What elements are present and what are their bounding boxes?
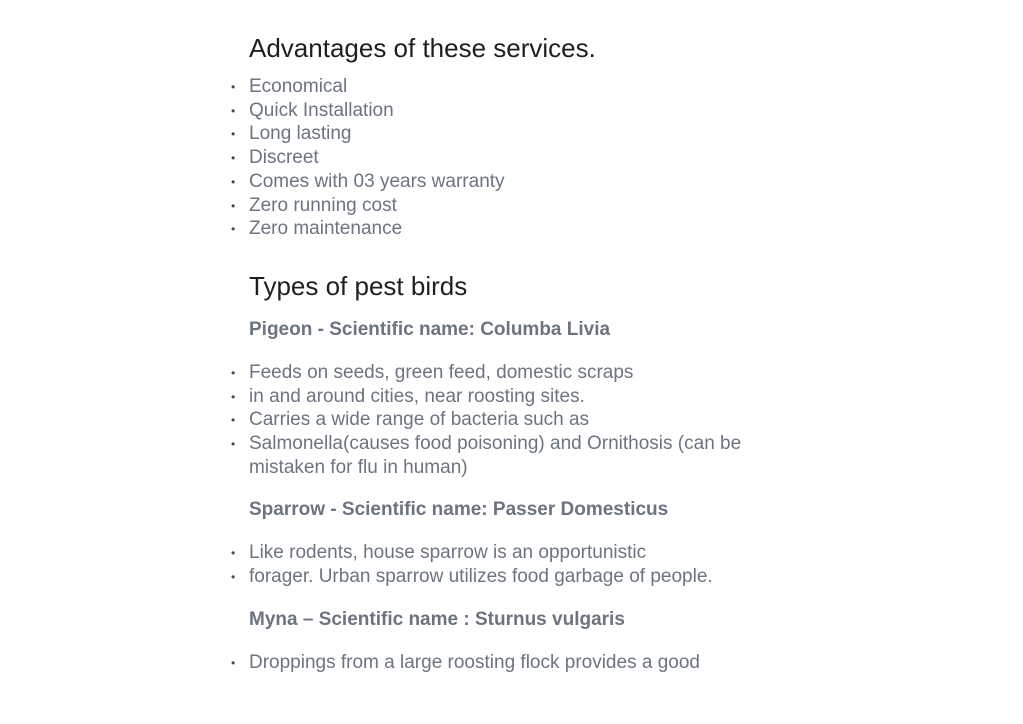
bullet-icon: • (231, 103, 236, 118)
list-item (231, 565, 809, 589)
list-item-text: Like rodents, house sparrow is an opportunistic (249, 542, 647, 564)
types-title: Types of pest birds (249, 270, 468, 301)
bullet-icon: • (231, 570, 236, 585)
bullet-icon: • (231, 198, 236, 213)
list-item (231, 408, 809, 432)
sparrow-heading: Sparrow - Scientific name: Passer Domesticus (249, 499, 669, 521)
list-item (231, 385, 809, 409)
bullet-icon: • (231, 437, 236, 452)
advantages-title: Advantages of these services. (249, 33, 596, 63)
bullet-icon: • (231, 174, 236, 189)
list-item (231, 361, 809, 385)
list-item (231, 122, 809, 146)
list-item-text: Quick Installation (249, 99, 394, 121)
list-item (231, 541, 809, 565)
list-item (231, 194, 809, 218)
list-item-text: Salmonella(causes food poisoning) and Ornithosis (can be mistaken for flu in human) (249, 433, 742, 478)
bullet-icon: • (231, 546, 236, 561)
list-item-text: in and around cities, near roosting sites. (249, 385, 585, 407)
list-item (231, 432, 769, 479)
list-item-text: Long lasting (249, 123, 352, 145)
list-item (231, 170, 809, 194)
list-item-text: Zero running cost (249, 194, 397, 216)
list-item (231, 146, 809, 170)
bullet-icon: • (231, 655, 236, 670)
bullet-icon: • (231, 413, 236, 428)
list-item-text: Feeds on seeds, green feed, domestic scraps (249, 361, 634, 383)
list-item-text: Droppings from a large roosting flock provides a good (249, 651, 700, 673)
bullet-icon: • (231, 80, 236, 94)
list-item (231, 75, 809, 99)
myna-heading: Myna – Scientific name : Sturnus vulgaris (249, 608, 625, 630)
pigeon-heading: Pigeon - Scientific name: Columba Livia (249, 318, 611, 340)
bullet-icon: • (231, 151, 236, 166)
list-item (231, 651, 809, 675)
bullet-icon: • (231, 365, 236, 380)
list-item-text: Discreet (249, 147, 319, 169)
bullet-icon: • (231, 222, 236, 237)
bullet-icon: • (231, 389, 236, 404)
advantages-list (231, 75, 809, 241)
list-item-text: Economical (249, 76, 348, 97)
document-content (231, 0, 809, 675)
list-item-text: forager. Urban sparrow utilizes food garbage of people. (249, 566, 713, 588)
list-item-text: Comes with 03 years warranty (249, 170, 505, 192)
sparrow-list (231, 541, 809, 588)
list-item (231, 217, 809, 241)
pigeon-list (231, 361, 809, 480)
myna-list (231, 651, 809, 675)
bullet-icon: • (231, 127, 236, 142)
list-item-text: Zero maintenance (249, 218, 403, 240)
list-item-text: Carries a wide range of bacteria such as (249, 409, 590, 431)
list-item (231, 99, 809, 123)
